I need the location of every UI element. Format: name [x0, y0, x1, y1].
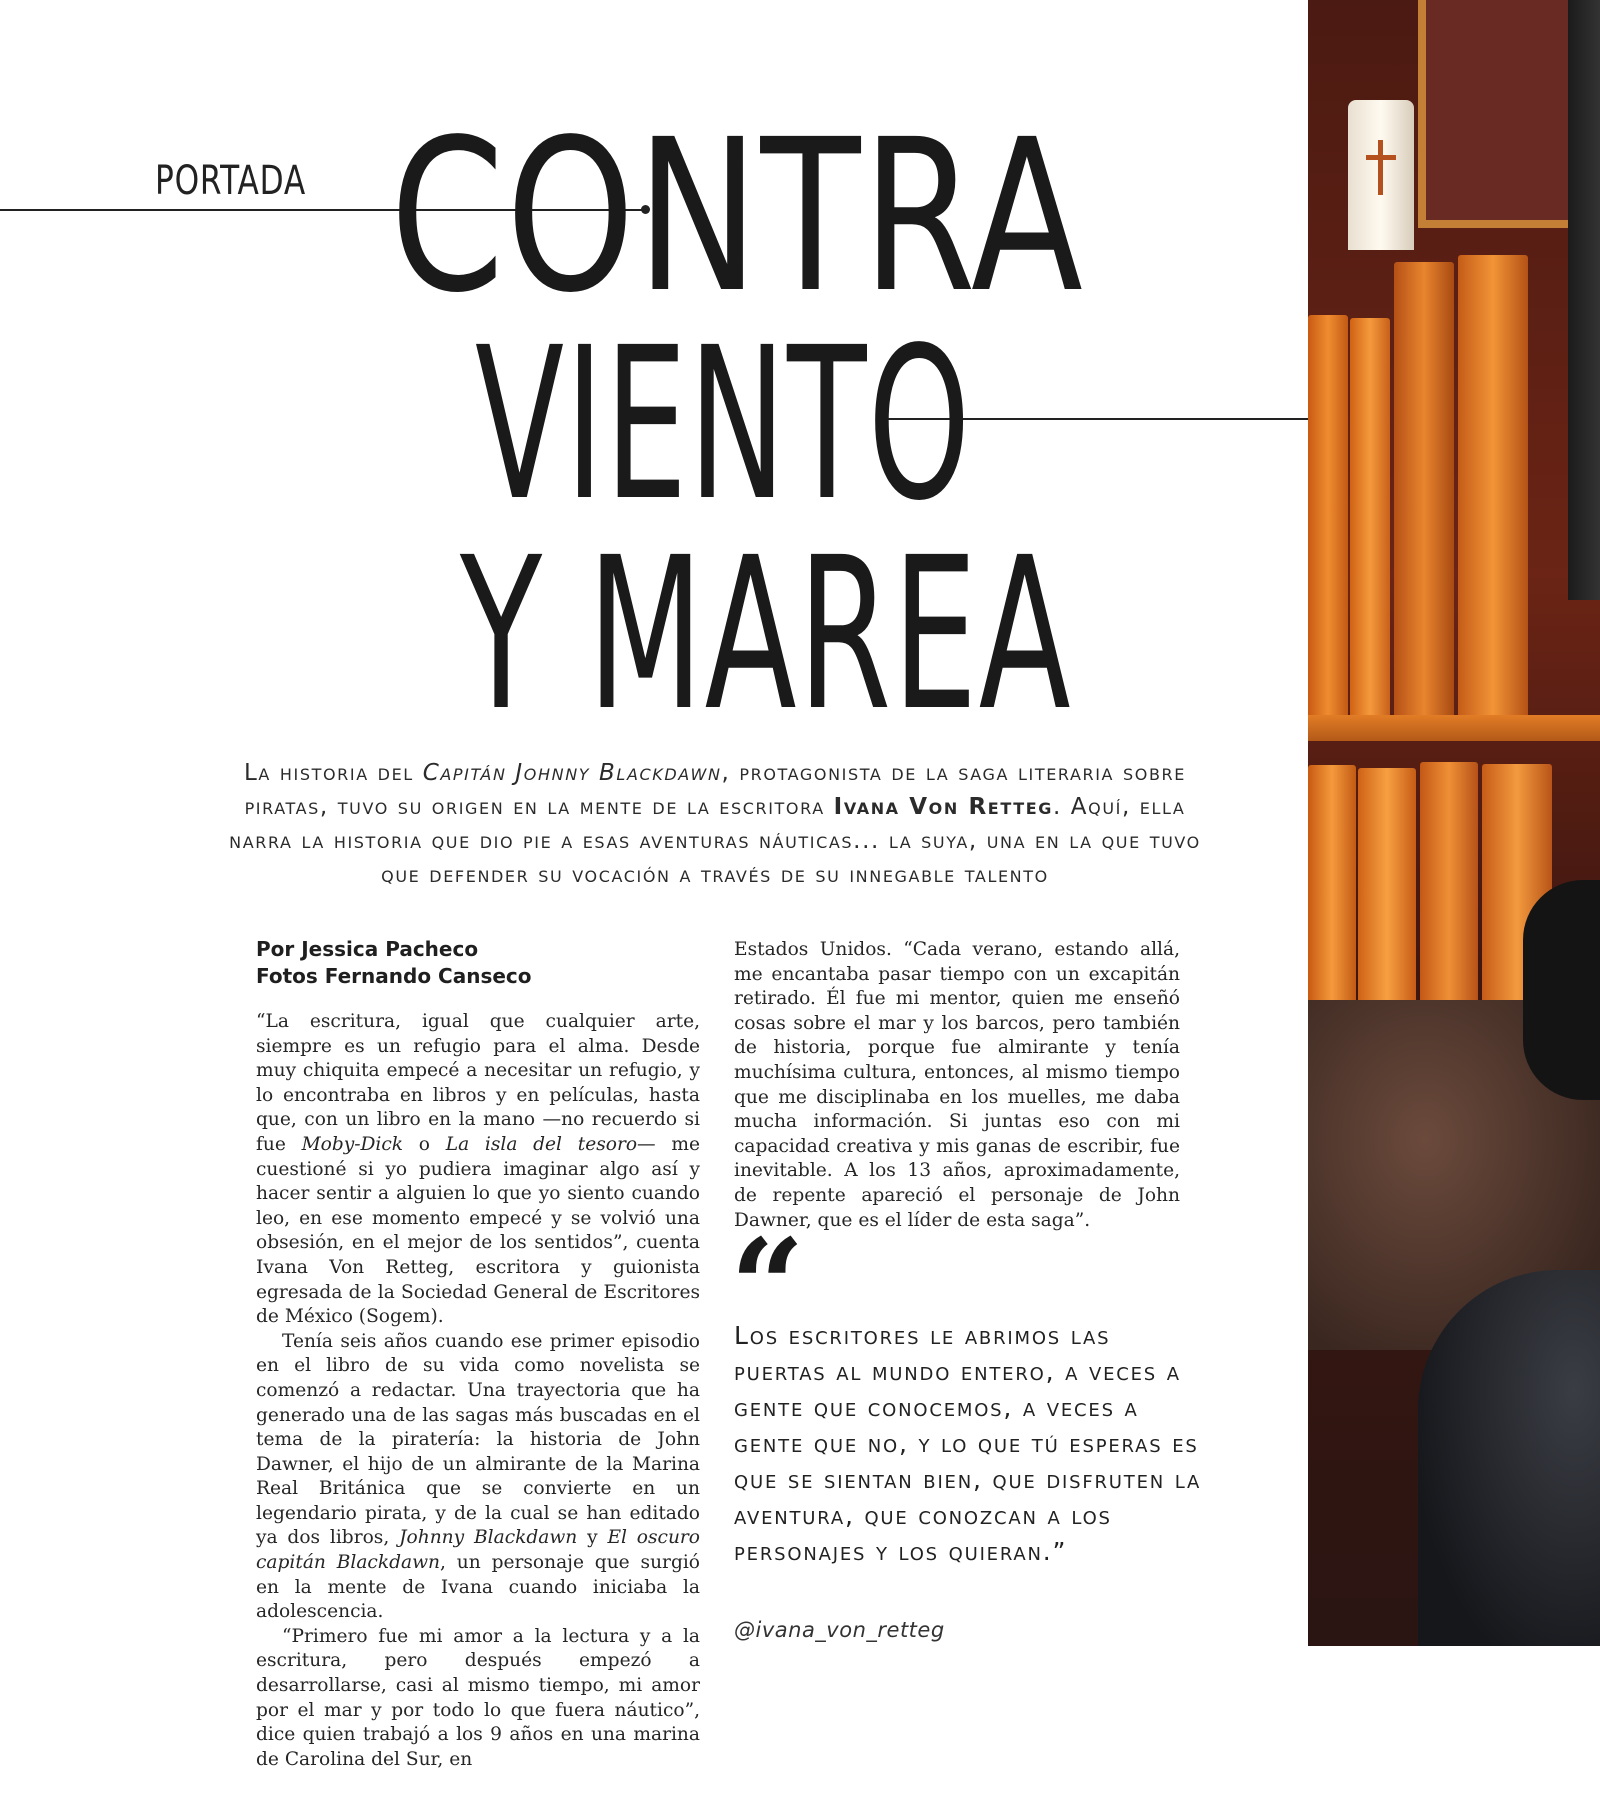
body-text: o — [403, 1133, 446, 1155]
bookshelf-photo — [1308, 0, 1600, 1646]
deck-author-name: Ivana Von Retteg — [833, 794, 1053, 820]
byline-writer: Por Jessica Pacheco — [256, 937, 479, 961]
section-label: PORTADA — [155, 158, 307, 204]
body-column-right — [734, 938, 1180, 1233]
book-spine — [1350, 318, 1390, 715]
body-text: y — [577, 1527, 608, 1549]
body-paragraph — [256, 1010, 700, 1330]
book-title: Johnny Blackdawn — [399, 1527, 578, 1549]
headline-line-2: VIENTO — [475, 302, 972, 547]
body-paragraph — [256, 1330, 700, 1625]
byline-photos: Fotos Fernando Canseco — [256, 964, 532, 988]
byline — [256, 936, 532, 990]
person-arm — [1523, 880, 1600, 1100]
book-title: La isla del tesoro — [445, 1133, 638, 1155]
book-spine — [1394, 262, 1454, 715]
deck-text: , protagonista de la saga literaria sobre piratas, tuvo su origen en la mente de la escritora — [244, 760, 1186, 820]
cross-icon — [1378, 140, 1383, 195]
body-text: “La escritura, igual que cualquier arte, siempre es un refugio para el alma. Desde muy chiquita empecé a necesitar un refugio, y lo encontraba en libros y en películas, hasta que, con un libro en la mano —no recuerdo si fue — [256, 1011, 700, 1155]
body-text: , un personaje que surgió en la mente de Ivana cuando iniciaba la adolescencia. — [256, 1552, 700, 1623]
deck-text: La historia del — [244, 760, 423, 786]
dark-book-spine — [1568, 0, 1600, 600]
body-text: — me cuestioné si yo pudiera imaginar algo así y hacer sentir a alguien lo que yo siento cuando leo, en ese momento empecé y se volvió una obsesión, en el mejor de los sentidos”, cuenta Ivana Von Retteg, escritora y guionista egresada de la Sociedad General de Escritores de México (Sogem). — [256, 1133, 701, 1328]
body-text: Tenía seis años cuando ese primer episodio en el libro de su vida como novelista se comenzó a redactar. Una trayectoria que ha generado una de las sagas más buscadas en el tema de la piratería: la historia de John Dawner, el hijo de un almirante de la Marina Real Británica que se convierte en un legendario pirata, y de la cual se han editado ya dos libros, — [256, 1330, 700, 1549]
book-title: Moby-Dick — [301, 1133, 404, 1155]
book-spine — [1308, 315, 1348, 715]
body-paragraph: Estados Unidos. “Cada verano, estando allá, me encantaba pasar tiempo con un excapitán retirado. Él fue mi mentor, quien me enseñó cosas sobre el mar y los barcos, pero también de historia, porque fue almirante y tenía muchísima cultura, entonces, al mismo tiempo que me disciplinaba en los muelles, me daba mucha información. Si juntas eso con mi capacidad creativa y mis ganas de escribir, fue inevitable. A los 13 años, aproximadamente, de repente apareció el personaje de John Dawner, que es el líder de esta saga”. — [734, 939, 1180, 1231]
social-handle: @ivana_von_retteg — [734, 1618, 945, 1642]
picture-frame — [1418, 0, 1584, 228]
headline-line-1: CONTRA — [390, 94, 1085, 339]
cross-icon — [1366, 155, 1396, 160]
pull-quote: Los escritores le abrimos las puertas al mundo entero, a veces a gente que conocemos, a veces a gente que no, y lo que tú esperas es que se sientan bien, que disfruten la aventura, que conozcan a los personajes y los quieran.” — [734, 1321, 1202, 1566]
intro-deck — [210, 756, 1220, 892]
quote-mark-icon: “ — [730, 1210, 805, 1363]
body-column-left — [256, 1010, 700, 1772]
shelf-board — [1308, 715, 1600, 741]
book-spine — [1458, 255, 1528, 715]
book-title: El oscuro capitán Blackdawn — [256, 1527, 701, 1574]
body-paragraph: “Primero fue mi amor a la lectura y a la escritura, pero después empezó a desarrollarse, casi al mismo tiempo, mi amor por el mar y por todo lo que fuera náutico”, dice quien trabajó a los 9 años en una marina de Carolina del Sur, en — [256, 1625, 700, 1770]
deck-text: . Aquí, ella narra la historia que dio pie a esas aventuras náuticas... la suya, una en la que tuvo que defender su vocación a través de su innegable talento — [229, 794, 1201, 888]
headline-line-3: Y MAREA — [460, 512, 1072, 757]
person-body — [1418, 1270, 1600, 1646]
deck-character-name: Capitán Johnny Blackdawn — [422, 760, 722, 786]
